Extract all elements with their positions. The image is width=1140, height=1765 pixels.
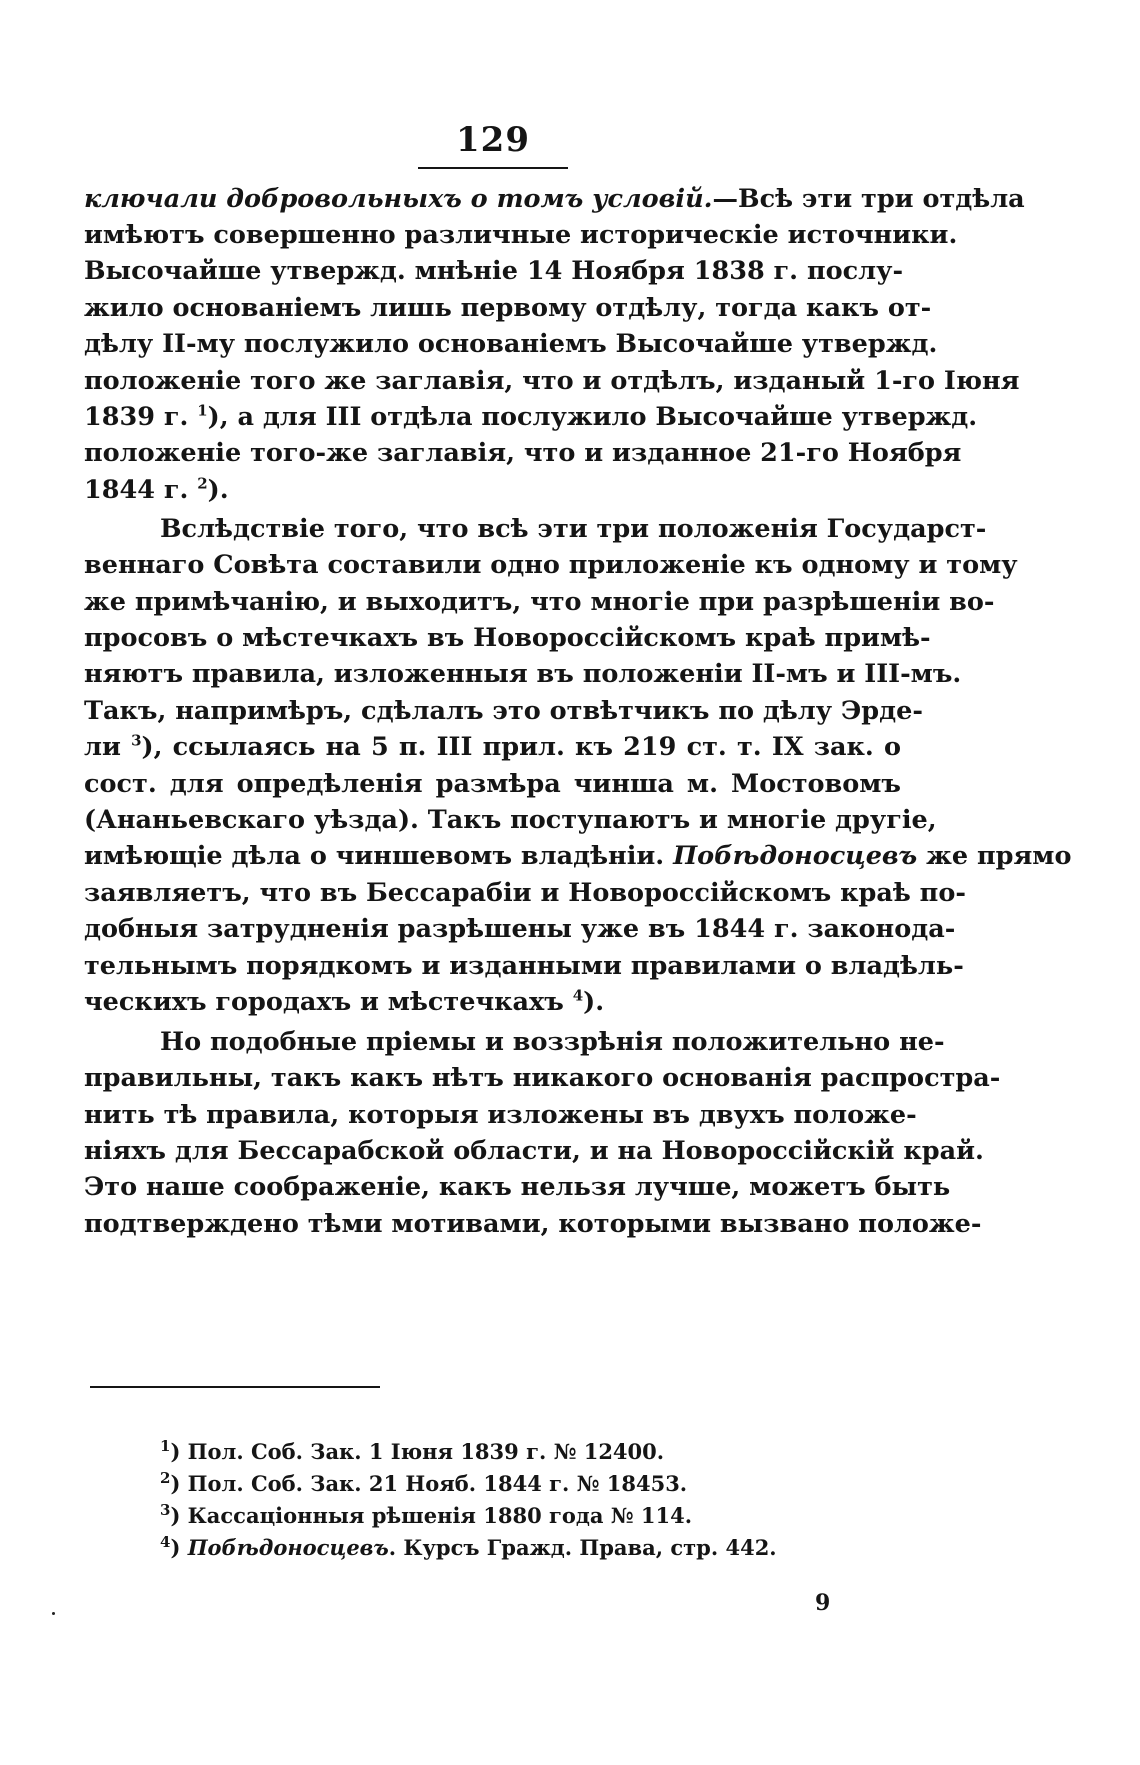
footnote-ref: 1 [197,401,208,420]
footnote: $^3$) Кассаціонныя рѣшенія 1880 года № 114. [160,1501,693,1528]
text-line: няютъ правила, изложенныя въ положеніи II-мъ и III-мъ. [84,659,962,689]
text-line: ческихъ городахъ и мѣстечкахъ $^4$). [84,986,605,1017]
text-line: ли $^3$), ссылаясь на 5 п. III прил. къ 219 ст. т. IX зак. о [84,731,901,762]
footnote-ref: 4 [572,986,584,1005]
footnote-marker: 2 [160,1469,171,1487]
text-line: положеніе того-же заглавія, что и изданное 21-го Ноября [84,438,962,468]
text-line: заявляетъ, что въ Бессарабіи и Новороссійскомъ краѣ по- [84,878,966,908]
page-number: 129 [456,120,530,160]
text-line: же примѣчанію, и выходитъ, что многіе при разрѣшеніи во- [84,587,995,617]
text-line: дѣлу II-му послужило основаніемъ Высочайше утвержд. [84,329,938,359]
footnote: $^1$) Пол. Соб. Зак. 1 Іюня 1839 г. № 12400. [160,1437,665,1464]
text-line: ключали добровольныхъ о томъ условій.—Всѣ эти три отдѣла [84,184,1025,214]
text-line: 1839 г. $^1$), а для III отдѣла послужило Высочайше утвержд. [84,401,978,432]
footnote-marker: 3 [160,1501,171,1519]
footnote-ref: 3 [131,731,142,750]
footnote: $^4$) Побѣдоносцевъ. Курсъ Гражд. Права, стр. 442. [160,1533,777,1560]
text-line: (Ананьевскаго уѣзда). Такъ поступаютъ и многіе другіе, [84,805,937,835]
text-line: имѣющіе дѣла о чиншевомъ владѣніи. Побѣдоносцевъ же прямо [84,841,1072,871]
text-line: жило основаніемъ лишь первому отдѣлу, тогда какъ от- [84,293,932,323]
text-line: ніяхъ для Бессарабской области, и на Новороссійскій край. [84,1136,984,1166]
footnote-marker: 1 [160,1437,171,1455]
print-speck [52,1612,55,1615]
text-line: Это наше соображеніе, какъ нельзя лучше, можетъ быть [84,1172,951,1202]
footnote-marker: 4 [160,1533,171,1551]
text-line: 1844 г. $^2$). [84,474,229,505]
text-line: Высочайше утвержд. мнѣніе 14 Ноября 1838 г. послу- [84,256,904,286]
text-line: просовъ о мѣстечкахъ въ Новороссійскомъ краѣ примѣ- [84,623,931,653]
text-line: Но подобные пріемы и воззрѣнія положительно не- [160,1027,945,1057]
text-line: нить тѣ правила, которыя изложены въ двухъ положе- [84,1100,917,1130]
text-line: положеніе того же заглавія, что и отдѣлъ, изданый 1-го Іюня [84,366,1020,396]
text-line: добныя затрудненія разрѣшены уже въ 1844 г. законода- [84,914,956,944]
text-line: подтверждено тѣми мотивами, которыми вызвано положе- [84,1209,982,1239]
text-line: имѣютъ совершенно различные историческіе источники. [84,220,958,250]
text-line: Такъ, напримѣръ, сдѣлалъ это отвѣтчикъ по дѣлу Эрде- [84,696,923,726]
text-line: веннаго Совѣта составили одно приложеніе къ одному и тому [84,550,1018,580]
text-line: тельнымъ порядкомъ и изданными правилами о владѣль- [84,951,964,981]
text-line: сост. для опредѣленія размѣра чинша м. Мостовомъ [84,769,901,799]
page-number-underline [418,167,568,169]
text-line: Вслѣдствіе того, что всѣ эти три положенія Государст- [160,514,987,544]
footnote-ref: 2 [197,474,208,493]
text-line: правильны, такъ какъ нѣтъ никакого основанія распростра- [84,1063,1001,1093]
footnote: $^2$) Пол. Соб. Зак. 21 Нояб. 1844 г. № 18453. [160,1469,688,1496]
footnote-separator [90,1386,380,1388]
printer-signature-mark: 9 [815,1590,831,1616]
